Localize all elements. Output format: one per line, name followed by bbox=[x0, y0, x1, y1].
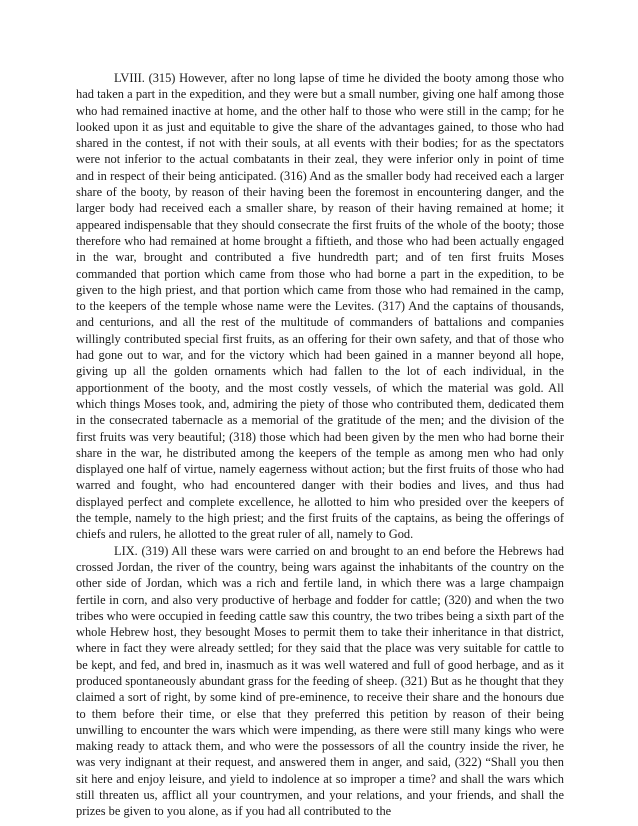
paragraph-lix: LIX. (319) All these wars were carried on and brought to an end before the Hebrews had crossed Jordan, the river of the country, being wars against the inhabitants of the country on the other side of Jordan, which was a rich and fertile land, in which there was a large champaign fertile in corn, and also very productive of herbage and fodder for cattle; (320) and when the two tribes who were occupied in feeding cattle saw this country, the two tribes being a sixth part of the whole Hebrew host, they besought Moses to permit them to take their inheritance in that district, where in fact they were already settled; for they said that the place was very suitable for cattle to be kept, and fed, and bred in, inasmuch as it was well watered and full of good herbage, and as it produced spontaneously abundant grass for the feeding of sheep. (321) But as he thought that they claimed a sort of right, by some kind of pre-eminence, to receive their share and the honours due to them before their time, or else that they preferred this petition by reason of their being unwilling to encounter the wars which were impending, as there were still many kings who were making ready to attack them, and who were the possessors of all the country inside the river, he was very indignant at their request, and answered them in anger, and said, (322) “Shall you then sit here and enjoy leisure, and yield to indolence at so improper a time? and shall the wars which still threaten us, afflict all your countrymen, and your relations, and your friends, and shall the prizes be given to you alone, as if you had all contributed to the bbox=[76, 543, 564, 819]
document-page bbox=[76, 70, 564, 820]
paragraph-lviii: LVIII. (315) However, after no long lapse of time he divided the booty among those who had taken a part in the expedition, and they were but a small number, giving one half among those who had remained inactive at home, and the other half to those who were still in the camp; for he looked upon it as just and equitable to give the share of the advantages gained, to those who had shared in the contest, if not with their souls, at all events with their bodies; for as the spectators were not inferior to the actual combatants in their zeal, they were inferior only in point of time and in respect of their being anticipated. (316) And as the smaller body had received each a larger share of the booty, by reason of their having been the foremost in encountering danger, and the larger body had received each a smaller share, by reason of their having remained at home; it appeared indispensable that they should consecrate the first fruits of the whole of the booty; those therefore who had remained at home brought a fiftieth, and those who had been actually engaged in the war, brought and contributed a five hundredth part; and of ten first fruits Moses commanded that portion which came from those who had borne a part in the expedition, to be given to the high priest, and that portion which came from those who had remained in the camp, to the keepers of the temple whose name were the Levites. (317) And the captains of thousands, and centurions, and all the rest of the multitude of commanders of battalions and companies willingly contributed special first fruits, as an offering for their own safety, and that of those who had gone out to war, and for the victory which had been gained in a manner beyond all hope, giving up all the golden ornaments which had fallen to the lot of each individual, in the apportionment of the booty, and the most costly vessels, of which the material was gold. All which things Moses took, and, admiring the piety of those who contributed them, dedicated them in the consecrated tabernacle as a memorial of the gratitude of the men; and the division of the first fruits was very beautiful; (318) those which had been given by the men who had borne their share in the war, he distributed among the keepers of the temple as among men who had only displayed one half of virtue, namely eagerness without action; but the first fruits of those who had warred and fought, who had encountered danger with their bodies and lives, and thus had displayed perfect and complete excellence, he allotted to him who presided over the keepers of the temple, namely to the high priest; and the first fruits of the captains, as being the offerings of chiefs and rulers, he allotted to the great ruler of all, namely to God. bbox=[76, 71, 564, 542]
